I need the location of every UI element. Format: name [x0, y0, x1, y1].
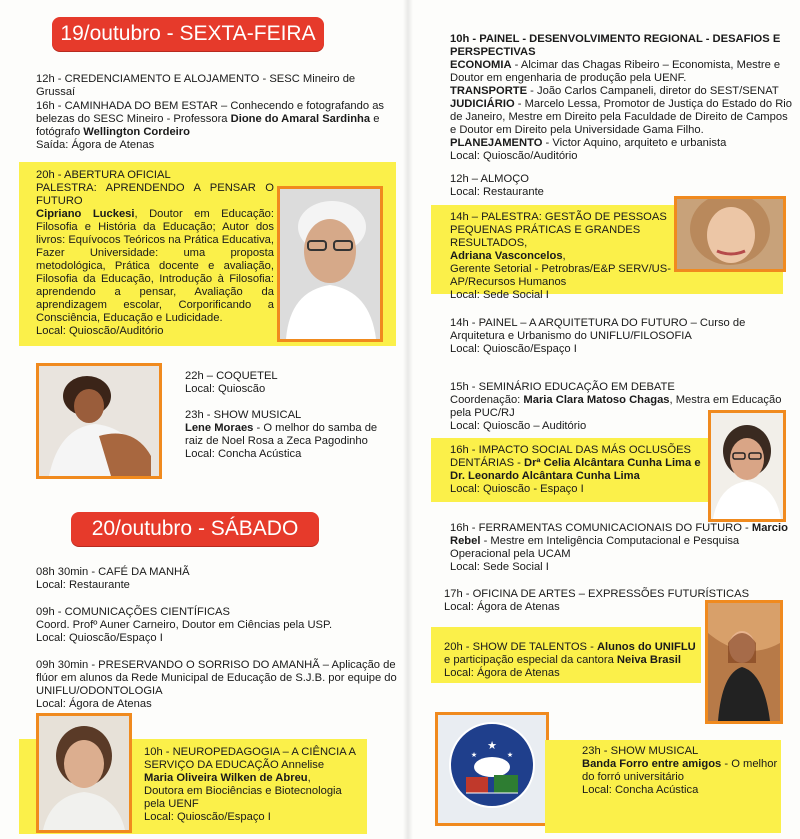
gestao-title: 14h – PALESTRA: GESTÃO DE PESSOAS PEQUENAS PRÁTICAS E GRANDES RESULTADOS, [450, 211, 667, 249]
talentos-title: 20h - SHOW DE TALENTOS - [444, 641, 594, 653]
arquitetura-title: 14h - PAINEL – A ARQUITETURA DO FUTURO – Curso de Arquitetura e Urbanismo do UNIFLU/FILOSOFIA [450, 317, 746, 342]
neuro-local: Local: Quioscão/Espaço I [144, 811, 271, 823]
cafe-entry [36, 566, 396, 592]
economia-label: ECONOMIA [450, 59, 512, 71]
svg-text:★: ★ [506, 751, 514, 759]
neuro-speaker: Maria Oliveira Wilken de Abreu [144, 772, 308, 784]
oficina-local: Local: Ágora de Atenas [444, 601, 560, 613]
transporte-label: TRANSPORTE [450, 85, 528, 97]
svg-text:★: ★ [487, 739, 497, 752]
gestao-entry: 14h – PALESTRA: GESTÃO DE PESSOAS PEQUENAS PRÁTICAS E GRANDES RESULTADOS, Adriana Vasconcelos, Gerente Setorial - Petrobras/E&P SERV/US-AP/Recursos Humanos Local: Sede Social I [450, 211, 671, 301]
gestao-local: Local: Sede Social I [450, 289, 549, 301]
forro-local: Local: Concha Acústica [582, 784, 699, 796]
forro-band: Banda Forro entre amigos [582, 758, 722, 770]
caminhada-professor: Dione do Amaral Sardinha [230, 113, 371, 125]
impacto-local: Local: Quioscão - Espaço I [450, 483, 584, 495]
talentos-special: e participação especial da cantora [444, 654, 614, 666]
impacto-title: 16h - IMPACTO SOCIAL DAS MÁS OCLUSÕES DENTÁRIAS - [450, 444, 692, 469]
show-lene-title: 23h - SHOW MUSICAL [185, 409, 302, 421]
talentos-entry [444, 641, 700, 680]
neuro-entry: 10h - NEUROPEDAGOGIA – A CIÊNCIA A SERVIÇO DA EDUCAÇÃO Annelise Maria Oliveira Wilken de Abreu, Doutora em Biociências e Biotecnologia pela UENF Local: Quioscão/Espaço I [144, 746, 366, 824]
page-fold [403, 0, 413, 839]
celia-photo [708, 410, 786, 522]
gestao-speaker: Adriana Vasconcelos [450, 250, 563, 262]
caminhada-saida: Saída: Ágora de Atenas [36, 139, 155, 151]
talentos-local: Local: Ágora de Atenas [444, 667, 560, 679]
planejamento-label: PLANEJAMENTO [450, 137, 543, 149]
painel-local: Local: Quioscão/Auditório [450, 150, 578, 162]
day-header-saturday: 20/outubro - SÁBADO [71, 512, 319, 546]
coquetel-local: Local: Quioscão [185, 383, 266, 395]
almoco-title: 12h – ALMOÇO [450, 173, 529, 185]
almoco-local: Local: Restaurante [450, 186, 544, 198]
transporte-desc: - João Carlos Campaneli, diretor do SEST/SENAT [527, 85, 779, 97]
cafe-title: 08h 30min - CAFÉ DA MANHÃ [36, 566, 190, 578]
talentos-group: Alunos do UNIFLU [596, 641, 696, 653]
ferramentas-local: Local: Sede Social I [450, 561, 549, 573]
ferramentas-entry [450, 522, 792, 574]
oficina-title: 17h - OFICINA DE ARTES – EXPRESSÕES FUTURÍSTICAS [444, 588, 750, 600]
abertura-bio: , Doutor em Educação: Filosofia e História da Educação; Autor dos livros: Equívocos Teóricos na Prática Educativa, Fazer Universidade: uma proposta metodológica, Prática docente e avaliação, Filosofia da Educação, Introdução à Filosofia: aprendendo a pensar, Avaliação da aprendizagem escolar, Corporificando a Consciência, Educação e Ludicidade. [36, 208, 275, 324]
arquitetura-local: Local: Quioscão/Espaço I [450, 343, 577, 355]
planejamento-desc: - Victor Aquino, arquiteto e urbanista [542, 137, 727, 149]
coquetel-entry [185, 370, 395, 396]
show-lene-desc: - O melhor do samba de raiz de Noel Rosa a Zeca Pagodinho [185, 422, 378, 447]
sorriso-local: Local: Ágora de Atenas [36, 698, 152, 710]
day-header-friday: 19/outubro - SEXTA-FEIRA [52, 17, 324, 51]
judiciario-label: JUDICIÁRIO [450, 98, 515, 110]
seminario-coord-bio: , Mestra em Educação pela PUC/RJ [450, 394, 782, 419]
sorriso-title: 09h 30min - PRESERVANDO O SORRISO DO AMANHÃ – Aplicação de flúor em alunos da Rede Municipal de Educação de S.J.B. por equipe do UNIFLU/ODONTOLOGIA [36, 659, 397, 697]
forro-desc: - O melhor do forró universitário [582, 758, 778, 783]
economia-desc: - Alcimar das Chagas Ribeiro – Economista, Mestre e Doutor em engenharia de produção pela UENF. [450, 59, 781, 84]
gestao-bio: Gerente Setorial - Petrobras/E&P SERV/US-AP/Recursos Humanos [450, 263, 671, 288]
impacto-speakers: Drª Celia Alcântara Cunha Lima e Dr. Leonardo Alcântara Cunha Lima [450, 457, 701, 482]
show-lene-entry [185, 409, 385, 461]
adriana-photo [674, 196, 786, 272]
ferramentas-speaker: Marcio Rebel [450, 522, 788, 547]
cipriano-photo [277, 186, 383, 342]
credenciamento-text: 12h - CREDENCIAMENTO E ALOJAMENTO - SESC Mineiro de Grussaí [36, 73, 356, 98]
judiciario-desc: - Marcelo Lessa, Promotor de Justiça do Estado do Rio de Janeiro, Mestre em Direito pela Faculdade de Direito de Campos e Doutor em Direito pela Universidade Gama Filho. [450, 98, 792, 136]
ferramentas-title: 16h - FERRAMENTAS COMUNICACIONAIS DO FUTURO - [450, 522, 749, 534]
forro-title: 23h - SHOW MUSICAL [582, 745, 699, 757]
talentos-singer: Neiva Brasil [616, 654, 681, 666]
abertura-speaker: Cipriano Luckesi [36, 208, 135, 220]
show-lene-local: Local: Concha Acústica [185, 448, 302, 460]
annelise-photo [36, 713, 132, 833]
painel-regional-entry [450, 33, 794, 163]
caminhada-connector: e fotógrafo [36, 113, 380, 138]
caminhada-entry [36, 100, 396, 152]
comunicacoes-entry [36, 606, 396, 645]
abertura-entry [36, 169, 274, 338]
neuro-title: 10h - NEUROPEDAGOGIA – A CIÊNCIA A SERVIÇO DA EDUCAÇÃO Annelise [144, 746, 356, 771]
comunicacoes-local: Local: Quioscão/Espaço I [36, 632, 163, 644]
neiva-photo [705, 600, 783, 724]
caminhada-text: 16h - CAMINHADA DO BEM ESTAR – Conhecendo e fotografando as belezas do SESC Mineiro - Professora [36, 100, 385, 125]
impacto-entry [450, 444, 706, 496]
coquetel-title: 22h – COQUETEL [185, 370, 278, 382]
ferramentas-bio: - Mestre em Inteligência Computacional e Pesquisa Operacional pela UCAM [450, 535, 740, 560]
credenciamento-entry [36, 73, 396, 99]
abertura-local: Local: Quioscão/Auditório [36, 325, 164, 337]
cafe-local: Local: Restaurante [36, 579, 130, 591]
neuro-bio: Doutora em Biociências e Biotecnologia pela UENF [144, 785, 342, 810]
seminario-title: 15h - SEMINÁRIO EDUCAÇÃO EM DEBATE [450, 381, 675, 393]
svg-text:★: ★ [470, 751, 478, 759]
abertura-talk: PALESTRA: APRENDENDO A PENSAR O FUTURO [36, 182, 274, 207]
seminario-local: Local: Quioscão – Auditório [450, 420, 587, 432]
seminario-coord-name: Maria Clara Matoso Chagas [523, 394, 670, 406]
comunicacoes-coord: Coord. Profº Auner Carneiro, Doutor em Ciências pela USP. [36, 619, 333, 631]
forro-entry [582, 745, 778, 797]
caminhada-photographer: Wellington Cordeiro [83, 126, 190, 138]
comunicacoes-title: 09h - COMUNICAÇÕES CIENTÍFICAS [36, 606, 230, 618]
arquitetura-entry [450, 317, 790, 356]
show-lene-artist: Lene Moraes [185, 422, 254, 434]
abertura-title: 20h - ABERTURA OFICIAL [36, 169, 171, 181]
sorriso-entry [36, 659, 398, 711]
forro-logo [435, 712, 549, 826]
lene-moraes-photo [36, 363, 162, 479]
seminario-coord-label: Coordenação: [450, 394, 521, 406]
painel-title: 10h - PAINEL - DESENVOLVIMENTO REGIONAL - DESAFIOS E PERSPECTIVAS [450, 33, 781, 58]
